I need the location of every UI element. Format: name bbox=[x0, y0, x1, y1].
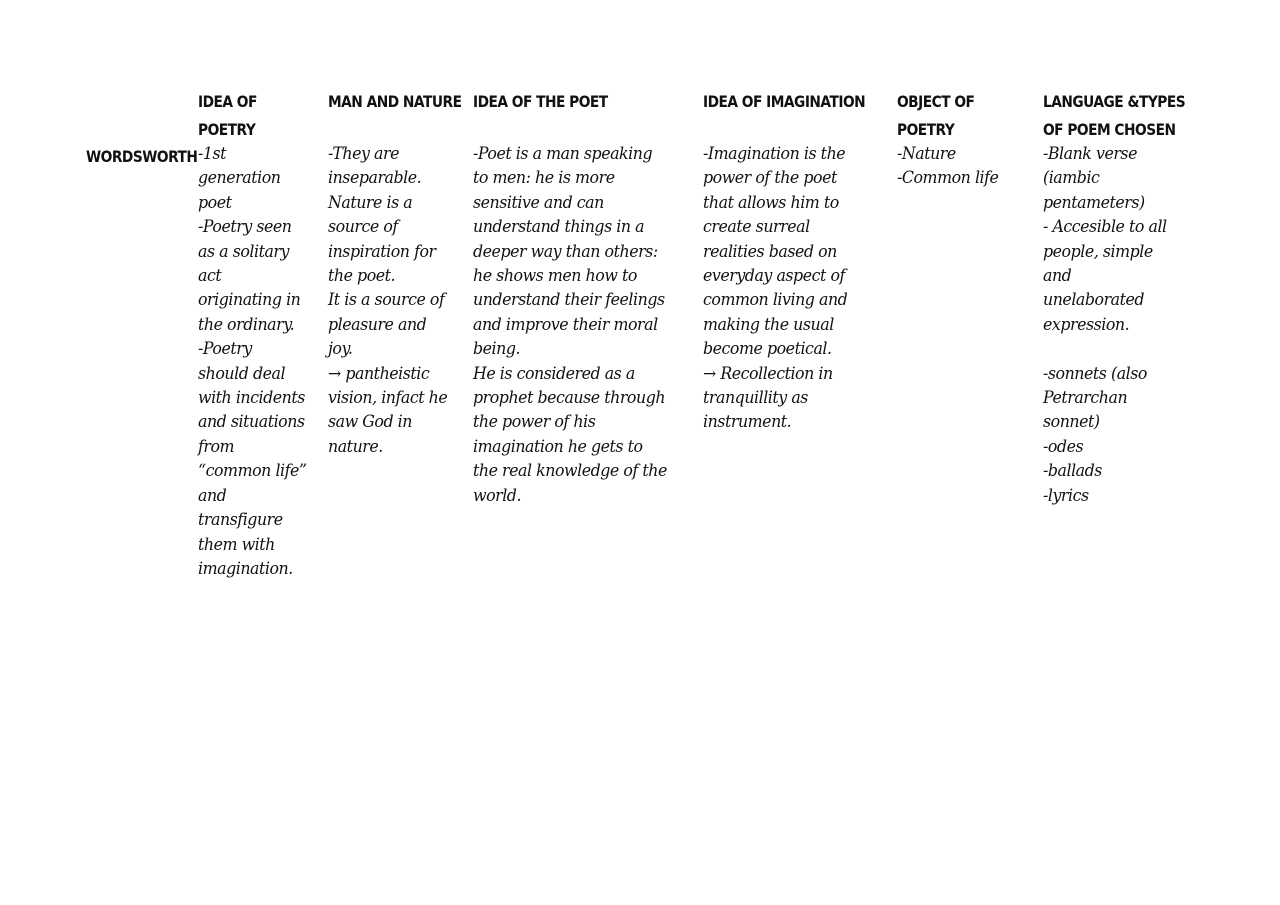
cell-idea-of-poetry: -1st generation poet -Poetry seen as a solitary act originating in the ordinary. -Poetry should deal with incidents and situations from “common life” and transfigure them with imagination. bbox=[198, 144, 307, 579]
header-object-of-poetry: OBJECT OF POETRY bbox=[897, 92, 975, 139]
header-idea-of-the-poet: IDEA OF THE POET bbox=[473, 92, 608, 111]
header-language-types: LANGUAGE &TYPES OF POEM CHOSEN bbox=[1043, 92, 1186, 139]
header-man-and-nature: MAN AND NATURE bbox=[328, 92, 462, 111]
row-label-wordsworth: WORDSWORTH bbox=[86, 147, 198, 166]
header-idea-of-imagination: IDEA OF IMAGINATION bbox=[703, 92, 866, 111]
header-idea-of-poetry: IDEA OF POETRY bbox=[198, 92, 257, 139]
cell-idea-of-the-poet: -Poet is a man speaking to men: he is more sensitive and can understand things in a deeper way than others: he shows men how to understand their feelings and improve their moral being. He is considered as a prophet because through the power of his imagination he gets to the real knowledge of the world. bbox=[473, 144, 667, 506]
cell-idea-of-imagination: -Imagination is the power of the poet that allows him to create surreal realities based on everyday aspect of common living and making the usual become poetical. → Recollection in tranquillity as instrument. bbox=[703, 144, 848, 433]
cell-object-of-poetry: -Nature -Common life bbox=[897, 144, 999, 189]
cell-man-and-nature: -They are inseparable. Nature is a source of inspiration for the poet. It is a source of pleasure and joy. → pantheistic vision, infact he saw God in nature. bbox=[328, 144, 448, 457]
cell-language-types: -Blank verse (iambic pentameters) - Accesible to all people, simple and unelaborated expression. -sonnets (also Petrarchan sonnet) -odes -ballads -lyrics bbox=[1043, 144, 1167, 506]
